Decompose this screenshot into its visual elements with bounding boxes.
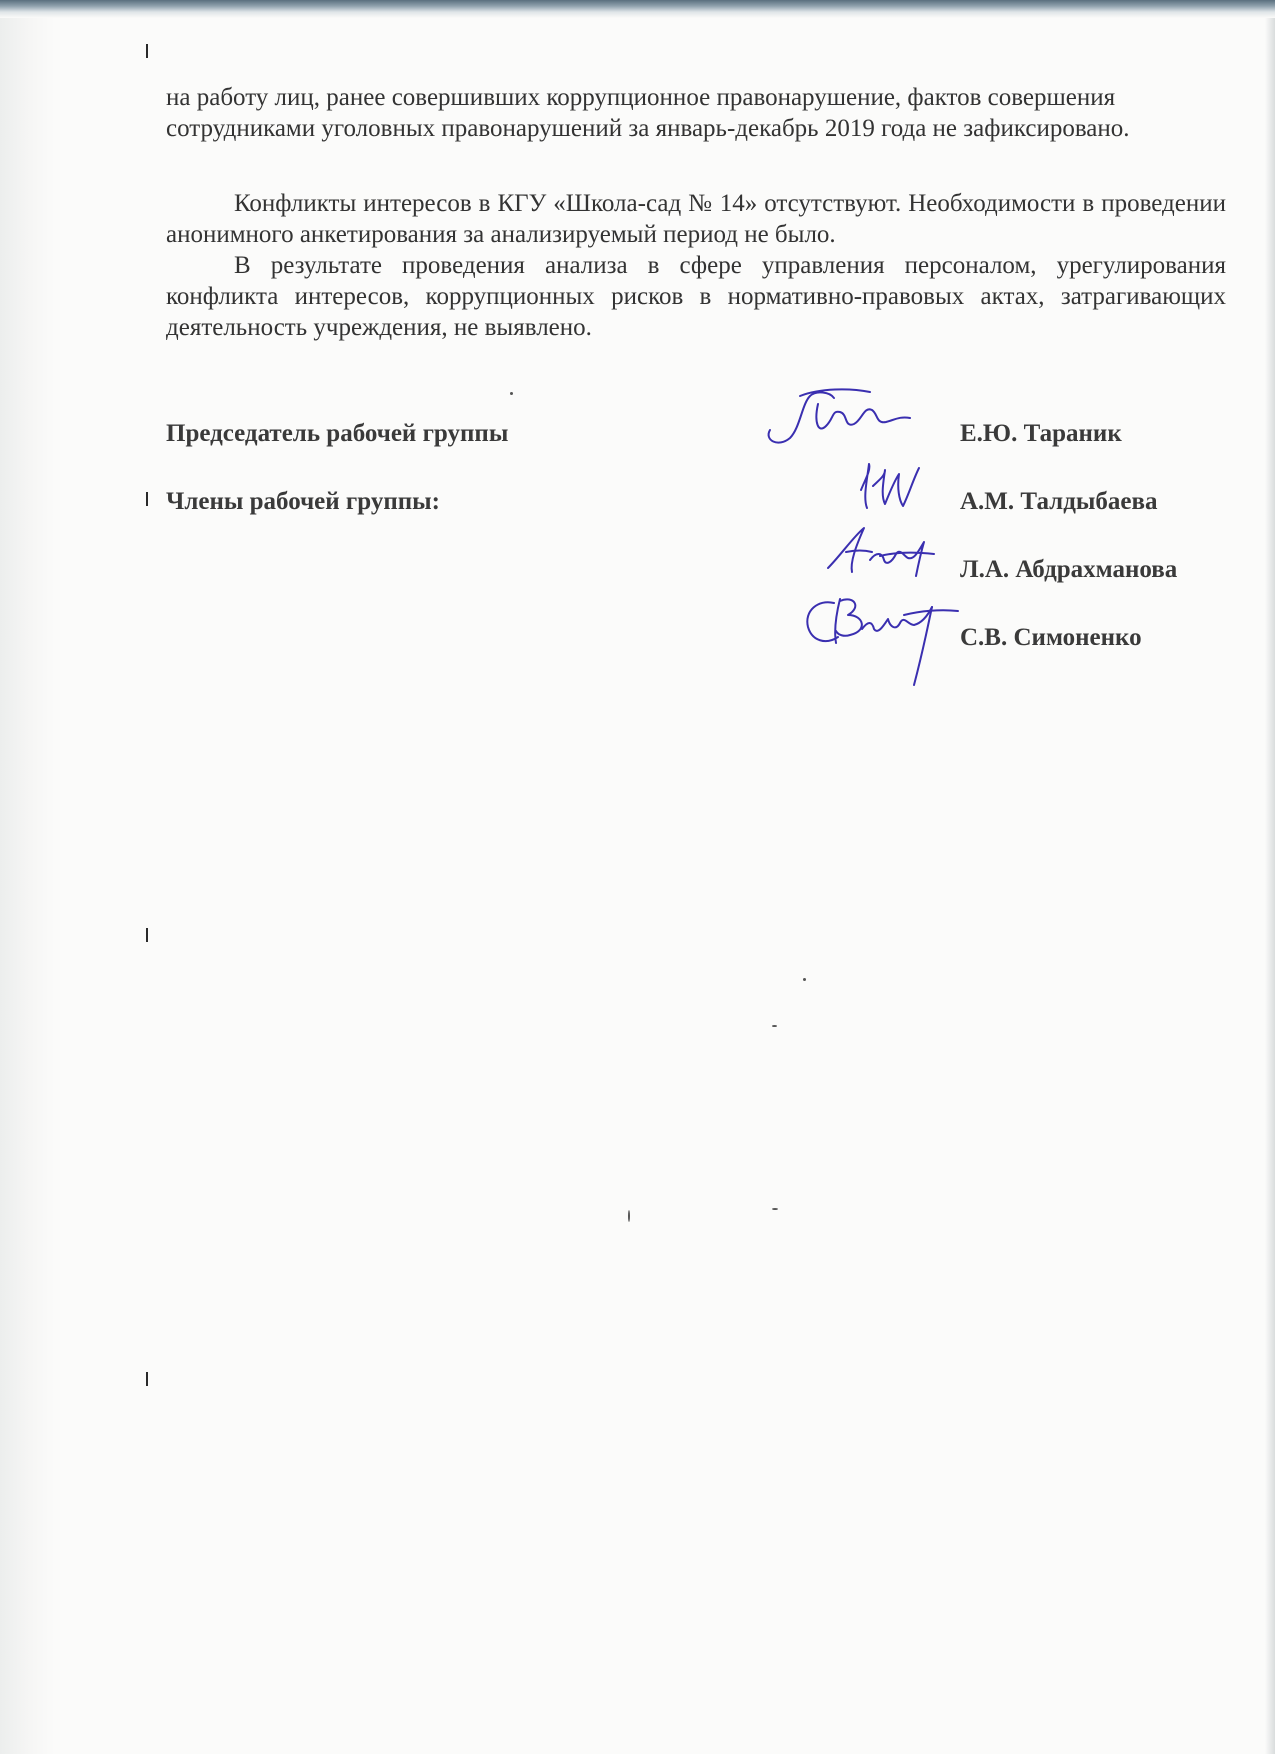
scan-speck [772, 1208, 778, 1210]
scan-speck [803, 978, 806, 981]
chair-title: Председатель рабочей группы [166, 420, 509, 447]
scan-top-edge [0, 0, 1275, 18]
punch-mark [146, 492, 148, 506]
punch-mark [146, 1372, 148, 1386]
punch-mark [146, 44, 148, 58]
chair-name: Е.Ю. Тараник [960, 420, 1122, 447]
members-title: Члены рабочей группы: [166, 488, 440, 515]
chair-signature [760, 382, 920, 457]
paragraph-continued: на работу лиц, ранее совершивших коррупционное правонарушение, фактов совершения сотрудниками уголовных правонарушений за январь-декабрь 2019 года не зафиксировано. [166, 84, 1130, 142]
scan-speck [510, 392, 513, 395]
member-signature-1 [855, 460, 925, 520]
member-signature-2 [820, 522, 940, 584]
member-name-1: А.М. Талдыбаева [960, 488, 1158, 515]
member-name-3: С.В. Симоненко [960, 624, 1142, 651]
scan-right-shadow [1265, 18, 1275, 1754]
member-name-2: Л.А. Абдрахманова [960, 556, 1178, 583]
scan-speck [772, 1025, 777, 1027]
paragraph-analysis-result: В результате проведения анализа в сфере управления персоналом, урегулирования конфликта интересов, коррупционных рисков в нормативно-правовых актах, затрагивающих деятельность учреждения, не выявлено. [166, 252, 1226, 341]
scan-left-shadow [0, 18, 55, 1754]
paragraph-conflicts-of-interest: Конфликты интересов в КГУ «Школа-сад № 14» отсутствуют. Необходимости в проведении анонимного анкетирования за анализируемый период не было. [166, 190, 1226, 248]
scan-speck [628, 1210, 630, 1222]
member-signature-3 [800, 585, 970, 695]
punch-mark [146, 928, 148, 942]
